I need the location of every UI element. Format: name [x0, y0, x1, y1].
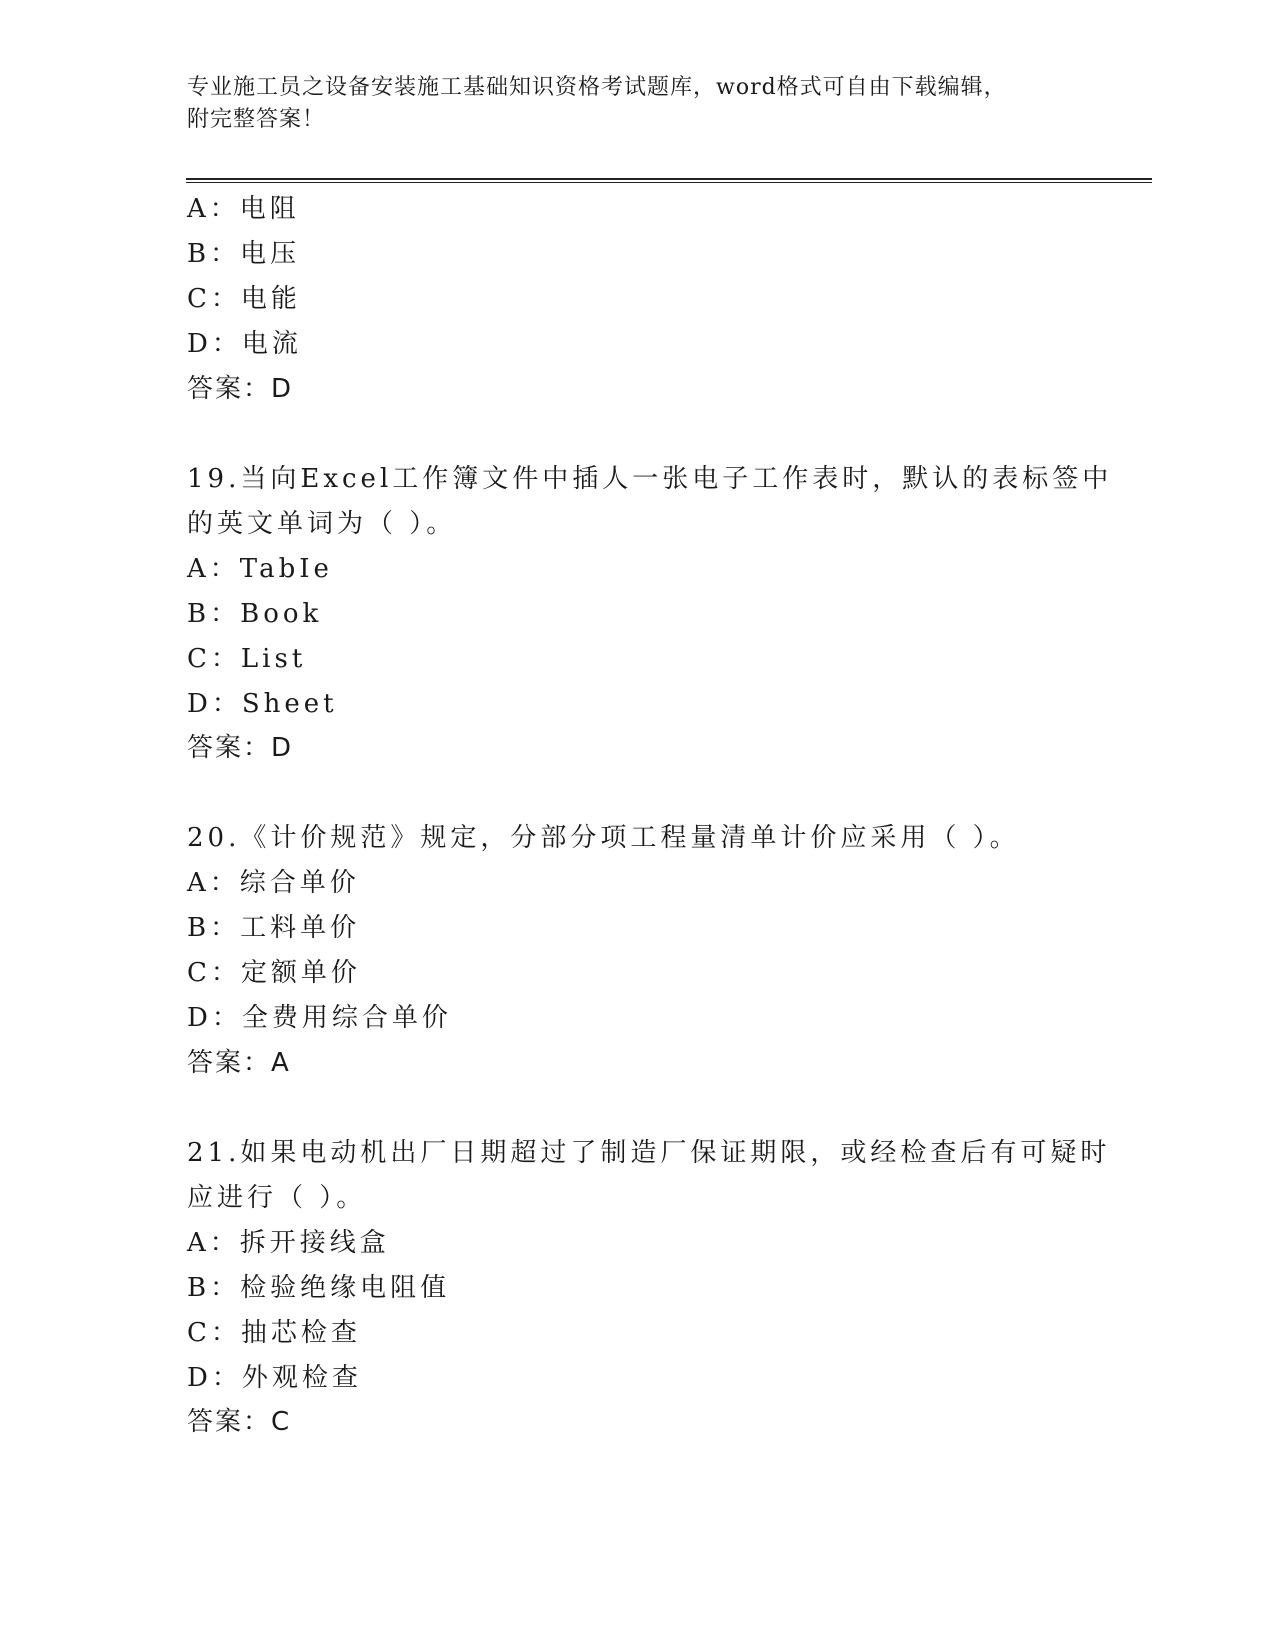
q19-answer: 答案：D	[187, 733, 294, 763]
q18-option-b: B：电压	[187, 239, 301, 269]
q18-answer: 答案：D	[187, 374, 294, 404]
q18-option-c: C：电能	[187, 284, 301, 314]
q20-option-d: D：全费用综合单价	[187, 1003, 452, 1033]
q19-option-c: C：List	[187, 644, 307, 674]
q19-stem-line-2: 的英文单词为（ ）。	[187, 509, 457, 539]
q21-option-b: B：检验绝缘电阻值	[187, 1273, 451, 1303]
q19-option-b: B：Book	[187, 599, 323, 629]
q21-option-c: C：抽芯检查	[187, 1318, 361, 1348]
document-header	[187, 72, 1087, 136]
q20-stem-line-1: 20.《计价规范》规定，分部分项工程量清单计价应采用（ ）。	[187, 823, 1020, 853]
q19-stem-line-1: 19.当向Excel工作簿文件中插人一张电子工作表时，默认的表标签中	[187, 464, 1113, 494]
q19-option-a: A：TabIe	[187, 554, 333, 584]
header-divider	[186, 178, 1152, 183]
q21-option-a: A：拆开接线盒	[187, 1228, 390, 1258]
q21-stem-line-2: 应进行（ ）。	[187, 1183, 367, 1213]
q21-option-d: D：外观检查	[187, 1363, 362, 1393]
q18-option-a: A：电阻	[187, 194, 300, 224]
q20-option-b: B：工料单价	[187, 913, 361, 943]
q20-option-c: C：定额单价	[187, 958, 361, 988]
q20-option-a: A：综合单价	[187, 868, 360, 898]
q21-answer: 答案：C	[187, 1407, 292, 1437]
q18-option-d: D：电流	[187, 329, 302, 359]
header-line-2: 附完整答案！	[187, 107, 326, 132]
q19-option-d: D：Sheet	[187, 689, 338, 719]
q20-answer: 答案：A	[187, 1048, 291, 1078]
q21-stem-line-1: 21.如果电动机出厂日期超过了制造厂保证期限，或经检查后有可疑时	[187, 1138, 1111, 1168]
header-line-1: 专业施工员之设备安装施工基础知识资格考试题库，word格式可自由下载编辑，	[187, 75, 1007, 100]
